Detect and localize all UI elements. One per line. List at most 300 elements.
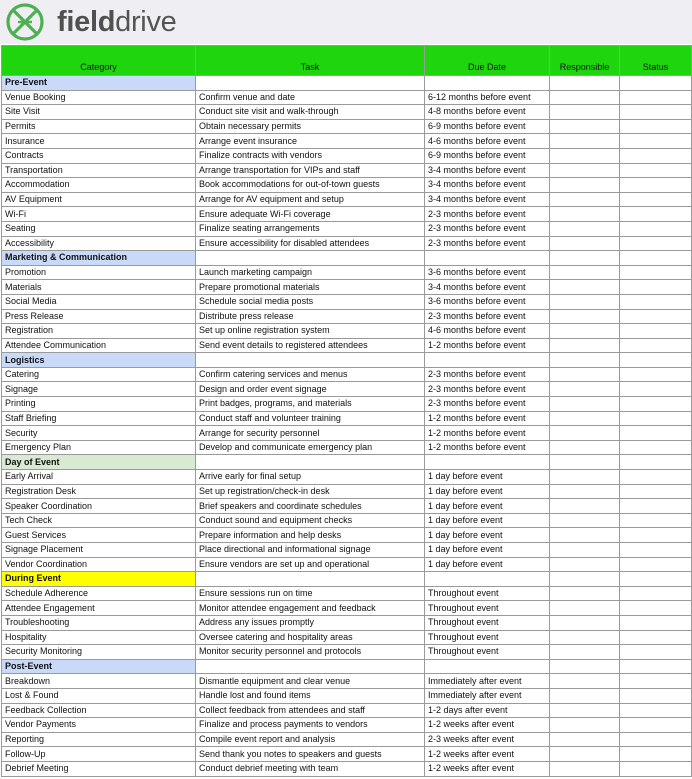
table-row: [2, 236, 692, 251]
responsible-cell[interactable]: [550, 411, 620, 426]
responsible-cell[interactable]: [550, 732, 620, 747]
due-date-cell[interactable]: 1-2 weeks after event: [425, 761, 550, 776]
status-cell[interactable]: [620, 426, 692, 441]
due-date-cell[interactable]: Immediately after event: [425, 674, 550, 689]
task-cell[interactable]: Ensure accessibility for disabled attendees: [196, 236, 425, 251]
empty-cell[interactable]: [620, 659, 692, 674]
task-cell[interactable]: Confirm catering services and menus: [196, 367, 425, 382]
responsible-cell[interactable]: [550, 703, 620, 718]
due-date-cell[interactable]: 1 day before event: [425, 513, 550, 528]
task-cell[interactable]: Finalize seating arrangements: [196, 221, 425, 236]
status-cell[interactable]: [620, 192, 692, 207]
category-cell[interactable]: Follow-Up: [2, 747, 196, 762]
due-date-cell[interactable]: Throughout event: [425, 630, 550, 645]
task-cell[interactable]: Set up online registration system: [196, 324, 425, 339]
section-row: [2, 251, 692, 266]
table-row: [2, 426, 692, 441]
status-cell[interactable]: [620, 499, 692, 514]
due-date-cell[interactable]: 2-3 months before event: [425, 207, 550, 222]
due-date-cell[interactable]: 4-6 months before event: [425, 134, 550, 149]
responsible-cell[interactable]: [550, 761, 620, 776]
task-cell[interactable]: Dismantle equipment and clear venue: [196, 674, 425, 689]
table-row: [2, 586, 692, 601]
table-row: [2, 382, 692, 397]
table-row: [2, 615, 692, 630]
task-cell[interactable]: Ensure vendors are set up and operational: [196, 557, 425, 572]
status-cell[interactable]: [620, 309, 692, 324]
status-cell[interactable]: [620, 586, 692, 601]
due-date-cell[interactable]: 2-3 months before event: [425, 397, 550, 412]
empty-cell[interactable]: [196, 455, 425, 470]
category-cell[interactable]: Materials: [2, 280, 196, 295]
table-row: [2, 411, 692, 426]
responsible-cell[interactable]: [550, 674, 620, 689]
section-title[interactable]: Marketing & Communication: [2, 251, 196, 266]
status-cell[interactable]: [620, 324, 692, 339]
due-date-cell[interactable]: 1-2 months before event: [425, 426, 550, 441]
due-date-cell[interactable]: 1-2 months before event: [425, 411, 550, 426]
responsible-cell[interactable]: [550, 367, 620, 382]
task-cell[interactable]: Conduct debrief meeting with team: [196, 761, 425, 776]
status-cell[interactable]: [620, 674, 692, 689]
category-cell[interactable]: Staff Briefing: [2, 411, 196, 426]
status-cell[interactable]: [620, 601, 692, 616]
task-cell[interactable]: Obtain necessary permits: [196, 119, 425, 134]
section-title[interactable]: During Event: [2, 572, 196, 587]
responsible-cell[interactable]: [550, 601, 620, 616]
due-date-cell[interactable]: Throughout event: [425, 601, 550, 616]
section-title[interactable]: Day of Event: [2, 455, 196, 470]
category-cell[interactable]: Lost & Found: [2, 688, 196, 703]
status-cell[interactable]: [620, 90, 692, 105]
status-cell[interactable]: [620, 294, 692, 309]
empty-cell[interactable]: [550, 251, 620, 266]
due-date-cell[interactable]: 4-8 months before event: [425, 105, 550, 120]
table-row: [2, 134, 692, 149]
table-row: [2, 105, 692, 120]
status-cell[interactable]: [620, 265, 692, 280]
due-date-cell[interactable]: 1-2 weeks after event: [425, 718, 550, 733]
task-cell[interactable]: Design and order event signage: [196, 382, 425, 397]
responsible-cell[interactable]: [550, 265, 620, 280]
table-row: [2, 367, 692, 382]
responsible-cell[interactable]: [550, 105, 620, 120]
due-date-cell[interactable]: 6-9 months before event: [425, 148, 550, 163]
responsible-cell[interactable]: [550, 747, 620, 762]
fielddrive-logo-icon: [4, 3, 46, 41]
responsible-cell[interactable]: [550, 207, 620, 222]
due-date-cell[interactable]: 3-4 months before event: [425, 178, 550, 193]
section-row: [2, 455, 692, 470]
due-date-cell[interactable]: 2-3 months before event: [425, 367, 550, 382]
due-date-cell[interactable]: 3-6 months before event: [425, 294, 550, 309]
responsible-cell[interactable]: [550, 236, 620, 251]
category-cell[interactable]: Schedule Adherence: [2, 586, 196, 601]
category-cell[interactable]: AV Equipment: [2, 192, 196, 207]
responsible-cell[interactable]: [550, 192, 620, 207]
category-cell[interactable]: Hospitality: [2, 630, 196, 645]
task-cell[interactable]: Launch marketing campaign: [196, 265, 425, 280]
due-date-cell[interactable]: 2-3 months before event: [425, 382, 550, 397]
due-date-cell[interactable]: 6-12 months before event: [425, 90, 550, 105]
task-cell[interactable]: Monitor security personnel and protocols: [196, 645, 425, 660]
responsible-cell[interactable]: [550, 470, 620, 485]
task-cell[interactable]: Distribute press release: [196, 309, 425, 324]
task-cell[interactable]: Monitor attendee engagement and feedback: [196, 601, 425, 616]
table-row: [2, 761, 692, 776]
responsible-cell[interactable]: [550, 90, 620, 105]
due-date-cell[interactable]: 1 day before event: [425, 470, 550, 485]
category-cell[interactable]: Troubleshooting: [2, 615, 196, 630]
category-cell[interactable]: Signage Placement: [2, 543, 196, 558]
task-cell[interactable]: Send event details to registered attendees: [196, 338, 425, 353]
task-cell[interactable]: Send thank you notes to speakers and guests: [196, 747, 425, 762]
empty-cell[interactable]: [425, 659, 550, 674]
due-date-cell[interactable]: 1-2 months before event: [425, 440, 550, 455]
due-date-cell[interactable]: 1 day before event: [425, 484, 550, 499]
task-cell[interactable]: Arrange for AV equipment and setup: [196, 192, 425, 207]
due-date-cell[interactable]: 2-3 weeks after event: [425, 732, 550, 747]
status-cell[interactable]: [620, 367, 692, 382]
category-cell[interactable]: Vendor Coordination: [2, 557, 196, 572]
status-cell[interactable]: [620, 732, 692, 747]
category-cell[interactable]: Vendor Payments: [2, 718, 196, 733]
status-cell[interactable]: [620, 645, 692, 660]
responsible-cell[interactable]: [550, 586, 620, 601]
category-cell[interactable]: Signage: [2, 382, 196, 397]
column-header-responsible: Responsible: [550, 46, 620, 76]
responsible-cell[interactable]: [550, 280, 620, 295]
status-cell[interactable]: [620, 338, 692, 353]
table-row: [2, 192, 692, 207]
section-title[interactable]: Logistics: [2, 353, 196, 368]
category-cell[interactable]: Contracts: [2, 148, 196, 163]
due-date-cell[interactable]: 2-3 months before event: [425, 221, 550, 236]
responsible-cell[interactable]: [550, 221, 620, 236]
status-cell[interactable]: [620, 207, 692, 222]
status-cell[interactable]: [620, 105, 692, 120]
table-row: [2, 90, 692, 105]
due-date-cell[interactable]: 6-9 months before event: [425, 119, 550, 134]
due-date-cell[interactable]: 2-3 months before event: [425, 236, 550, 251]
status-cell[interactable]: [620, 134, 692, 149]
category-cell[interactable]: Security: [2, 426, 196, 441]
task-cell[interactable]: Ensure sessions run on time: [196, 586, 425, 601]
due-date-cell[interactable]: 3-4 months before event: [425, 280, 550, 295]
due-date-cell[interactable]: Throughout event: [425, 645, 550, 660]
task-cell[interactable]: Print badges, programs, and materials: [196, 397, 425, 412]
category-cell[interactable]: Seating: [2, 221, 196, 236]
category-cell[interactable]: Venue Booking: [2, 90, 196, 105]
table-body: [2, 76, 692, 777]
table-row: [2, 703, 692, 718]
status-cell[interactable]: [620, 703, 692, 718]
task-cell[interactable]: Compile event report and analysis: [196, 732, 425, 747]
due-date-cell[interactable]: 2-3 months before event: [425, 309, 550, 324]
due-date-cell[interactable]: 1-2 days after event: [425, 703, 550, 718]
section-title[interactable]: Post-Event: [2, 659, 196, 674]
due-date-cell[interactable]: 1 day before event: [425, 528, 550, 543]
status-cell[interactable]: [620, 528, 692, 543]
status-cell[interactable]: [620, 163, 692, 178]
table-row: [2, 674, 692, 689]
empty-cell[interactable]: [620, 251, 692, 266]
empty-cell[interactable]: [620, 76, 692, 91]
responsible-cell[interactable]: [550, 163, 620, 178]
category-cell[interactable]: Debrief Meeting: [2, 761, 196, 776]
table-row: [2, 718, 692, 733]
due-date-cell[interactable]: Immediately after event: [425, 688, 550, 703]
due-date-cell[interactable]: 1-2 weeks after event: [425, 747, 550, 762]
category-cell[interactable]: Feedback Collection: [2, 703, 196, 718]
due-date-cell[interactable]: 1 day before event: [425, 543, 550, 558]
empty-cell[interactable]: [196, 572, 425, 587]
responsible-cell[interactable]: [550, 338, 620, 353]
table-row: [2, 499, 692, 514]
category-cell[interactable]: Permits: [2, 119, 196, 134]
empty-cell[interactable]: [550, 455, 620, 470]
app-header: [0, 0, 692, 44]
due-date-cell[interactable]: Throughout event: [425, 615, 550, 630]
responsible-cell[interactable]: [550, 484, 620, 499]
empty-cell[interactable]: [196, 353, 425, 368]
category-cell[interactable]: Promotion: [2, 265, 196, 280]
empty-cell[interactable]: [425, 353, 550, 368]
task-cell[interactable]: Ensure adequate Wi-Fi coverage: [196, 207, 425, 222]
task-cell[interactable]: Brief speakers and coordinate schedules: [196, 499, 425, 514]
table-row: [2, 440, 692, 455]
empty-cell[interactable]: [620, 455, 692, 470]
table-row: [2, 221, 692, 236]
category-cell[interactable]: Transportation: [2, 163, 196, 178]
task-cell[interactable]: Develop and communicate emergency plan: [196, 440, 425, 455]
section-title[interactable]: Pre-Event: [2, 76, 196, 91]
table-row: [2, 178, 692, 193]
status-cell[interactable]: [620, 221, 692, 236]
column-header-status: Status: [620, 46, 692, 76]
status-cell[interactable]: [620, 280, 692, 295]
responsible-cell[interactable]: [550, 119, 620, 134]
table-row: [2, 557, 692, 572]
status-cell[interactable]: [620, 382, 692, 397]
table-row: [2, 732, 692, 747]
category-cell[interactable]: Insurance: [2, 134, 196, 149]
task-cell[interactable]: Prepare promotional materials: [196, 280, 425, 295]
status-cell[interactable]: [620, 178, 692, 193]
responsible-cell[interactable]: [550, 382, 620, 397]
category-cell[interactable]: Site Visit: [2, 105, 196, 120]
responsible-cell[interactable]: [550, 178, 620, 193]
table-row: [2, 645, 692, 660]
table-row: [2, 630, 692, 645]
table-row: [2, 294, 692, 309]
task-cell[interactable]: Collect feedback from attendees and staff: [196, 703, 425, 718]
task-cell[interactable]: Arrive early for final setup: [196, 470, 425, 485]
due-date-cell[interactable]: 1 day before event: [425, 557, 550, 572]
table-row: [2, 543, 692, 558]
due-date-cell[interactable]: Throughout event: [425, 586, 550, 601]
category-cell[interactable]: Wi-Fi: [2, 207, 196, 222]
category-cell[interactable]: Reporting: [2, 732, 196, 747]
column-header-category: Category: [2, 46, 196, 76]
status-cell[interactable]: [620, 440, 692, 455]
status-cell[interactable]: [620, 513, 692, 528]
due-date-cell[interactable]: 3-4 months before event: [425, 192, 550, 207]
responsible-cell[interactable]: [550, 499, 620, 514]
table-row: [2, 280, 692, 295]
responsible-cell[interactable]: [550, 294, 620, 309]
section-row: [2, 353, 692, 368]
brand-name-light: drive: [115, 6, 177, 38]
due-date-cell[interactable]: 3-4 months before event: [425, 163, 550, 178]
table-row: [2, 688, 692, 703]
task-cell[interactable]: Schedule social media posts: [196, 294, 425, 309]
task-cell[interactable]: Finalize and process payments to vendors: [196, 718, 425, 733]
responsible-cell[interactable]: [550, 309, 620, 324]
category-cell[interactable]: Catering: [2, 367, 196, 382]
responsible-cell[interactable]: [550, 148, 620, 163]
status-cell[interactable]: [620, 630, 692, 645]
category-cell[interactable]: Attendee Engagement: [2, 601, 196, 616]
empty-cell[interactable]: [620, 353, 692, 368]
category-cell[interactable]: Breakdown: [2, 674, 196, 689]
column-header-task: Task: [196, 46, 425, 76]
empty-cell[interactable]: [550, 659, 620, 674]
task-cell[interactable]: Handle lost and found items: [196, 688, 425, 703]
due-date-cell[interactable]: 4-6 months before event: [425, 324, 550, 339]
empty-cell[interactable]: [425, 251, 550, 266]
task-cell[interactable]: Arrange event insurance: [196, 134, 425, 149]
task-cell[interactable]: Arrange transportation for VIPs and staff: [196, 163, 425, 178]
task-cell[interactable]: Set up registration/check-in desk: [196, 484, 425, 499]
event-checklist-table: [1, 45, 692, 777]
task-cell[interactable]: Arrange for security personnel: [196, 426, 425, 441]
category-cell[interactable]: Early Arrival: [2, 470, 196, 485]
due-date-cell[interactable]: 1-2 months before event: [425, 338, 550, 353]
table-row: [2, 528, 692, 543]
category-cell[interactable]: Speaker Coordination: [2, 499, 196, 514]
category-cell[interactable]: Press Release: [2, 309, 196, 324]
status-cell[interactable]: [620, 747, 692, 762]
status-cell[interactable]: [620, 470, 692, 485]
task-cell[interactable]: Confirm venue and date: [196, 90, 425, 105]
brand-name: [57, 3, 176, 41]
empty-cell[interactable]: [550, 76, 620, 91]
empty-cell[interactable]: [620, 572, 692, 587]
category-cell[interactable]: Security Monitoring: [2, 645, 196, 660]
empty-cell[interactable]: [425, 572, 550, 587]
category-cell[interactable]: Accommodation: [2, 178, 196, 193]
brand-name-bold: field: [57, 6, 116, 38]
task-cell[interactable]: Conduct staff and volunteer training: [196, 411, 425, 426]
table-row: [2, 309, 692, 324]
responsible-cell[interactable]: [550, 557, 620, 572]
empty-cell[interactable]: [550, 572, 620, 587]
column-header-due-date: Due Date: [425, 46, 550, 76]
due-date-cell[interactable]: 3-6 months before event: [425, 265, 550, 280]
empty-cell[interactable]: [196, 76, 425, 91]
responsible-cell[interactable]: [550, 688, 620, 703]
task-cell[interactable]: Oversee catering and hospitality areas: [196, 630, 425, 645]
responsible-cell[interactable]: [550, 134, 620, 149]
status-cell[interactable]: [620, 119, 692, 134]
task-cell[interactable]: Conduct sound and equipment checks: [196, 513, 425, 528]
status-cell[interactable]: [620, 688, 692, 703]
category-cell[interactable]: Registration: [2, 324, 196, 339]
section-row: [2, 76, 692, 91]
table-row: [2, 163, 692, 178]
empty-cell[interactable]: [196, 659, 425, 674]
responsible-cell[interactable]: [550, 513, 620, 528]
category-cell[interactable]: Social Media: [2, 294, 196, 309]
status-cell[interactable]: [620, 411, 692, 426]
category-cell[interactable]: Accessibility: [2, 236, 196, 251]
table-row: [2, 747, 692, 762]
due-date-cell[interactable]: 1 day before event: [425, 499, 550, 514]
table-row: [2, 338, 692, 353]
empty-cell[interactable]: [425, 455, 550, 470]
responsible-cell[interactable]: [550, 615, 620, 630]
category-cell[interactable]: Emergency Plan: [2, 440, 196, 455]
status-cell[interactable]: [620, 484, 692, 499]
responsible-cell[interactable]: [550, 645, 620, 660]
task-cell[interactable]: Book accommodations for out-of-town guests: [196, 178, 425, 193]
header-row: [2, 46, 692, 76]
category-cell[interactable]: Printing: [2, 397, 196, 412]
task-cell[interactable]: Address any issues promptly: [196, 615, 425, 630]
status-cell[interactable]: [620, 615, 692, 630]
table-row: [2, 324, 692, 339]
empty-cell[interactable]: [550, 353, 620, 368]
empty-cell[interactable]: [425, 76, 550, 91]
status-cell[interactable]: [620, 148, 692, 163]
status-cell[interactable]: [620, 557, 692, 572]
responsible-cell[interactable]: [550, 440, 620, 455]
responsible-cell[interactable]: [550, 426, 620, 441]
status-cell[interactable]: [620, 718, 692, 733]
status-cell[interactable]: [620, 397, 692, 412]
table-row: [2, 265, 692, 280]
responsible-cell[interactable]: [550, 528, 620, 543]
responsible-cell[interactable]: [550, 543, 620, 558]
task-cell[interactable]: Place directional and informational signage: [196, 543, 425, 558]
task-cell[interactable]: Prepare information and help desks: [196, 528, 425, 543]
table-row: [2, 119, 692, 134]
responsible-cell[interactable]: [550, 324, 620, 339]
task-cell[interactable]: Finalize contracts with vendors: [196, 148, 425, 163]
task-cell[interactable]: Conduct site visit and walk-through: [196, 105, 425, 120]
category-cell[interactable]: Tech Check: [2, 513, 196, 528]
status-cell[interactable]: [620, 761, 692, 776]
table-row: [2, 470, 692, 485]
section-row: [2, 572, 692, 587]
empty-cell[interactable]: [196, 251, 425, 266]
table-row: [2, 207, 692, 222]
status-cell[interactable]: [620, 543, 692, 558]
status-cell[interactable]: [620, 236, 692, 251]
category-cell[interactable]: Attendee Communication: [2, 338, 196, 353]
section-row: [2, 659, 692, 674]
responsible-cell[interactable]: [550, 397, 620, 412]
responsible-cell[interactable]: [550, 718, 620, 733]
category-cell[interactable]: Registration Desk: [2, 484, 196, 499]
category-cell[interactable]: Guest Services: [2, 528, 196, 543]
table-row: [2, 397, 692, 412]
table-row: [2, 148, 692, 163]
responsible-cell[interactable]: [550, 630, 620, 645]
table-row: [2, 513, 692, 528]
table-row: [2, 484, 692, 499]
